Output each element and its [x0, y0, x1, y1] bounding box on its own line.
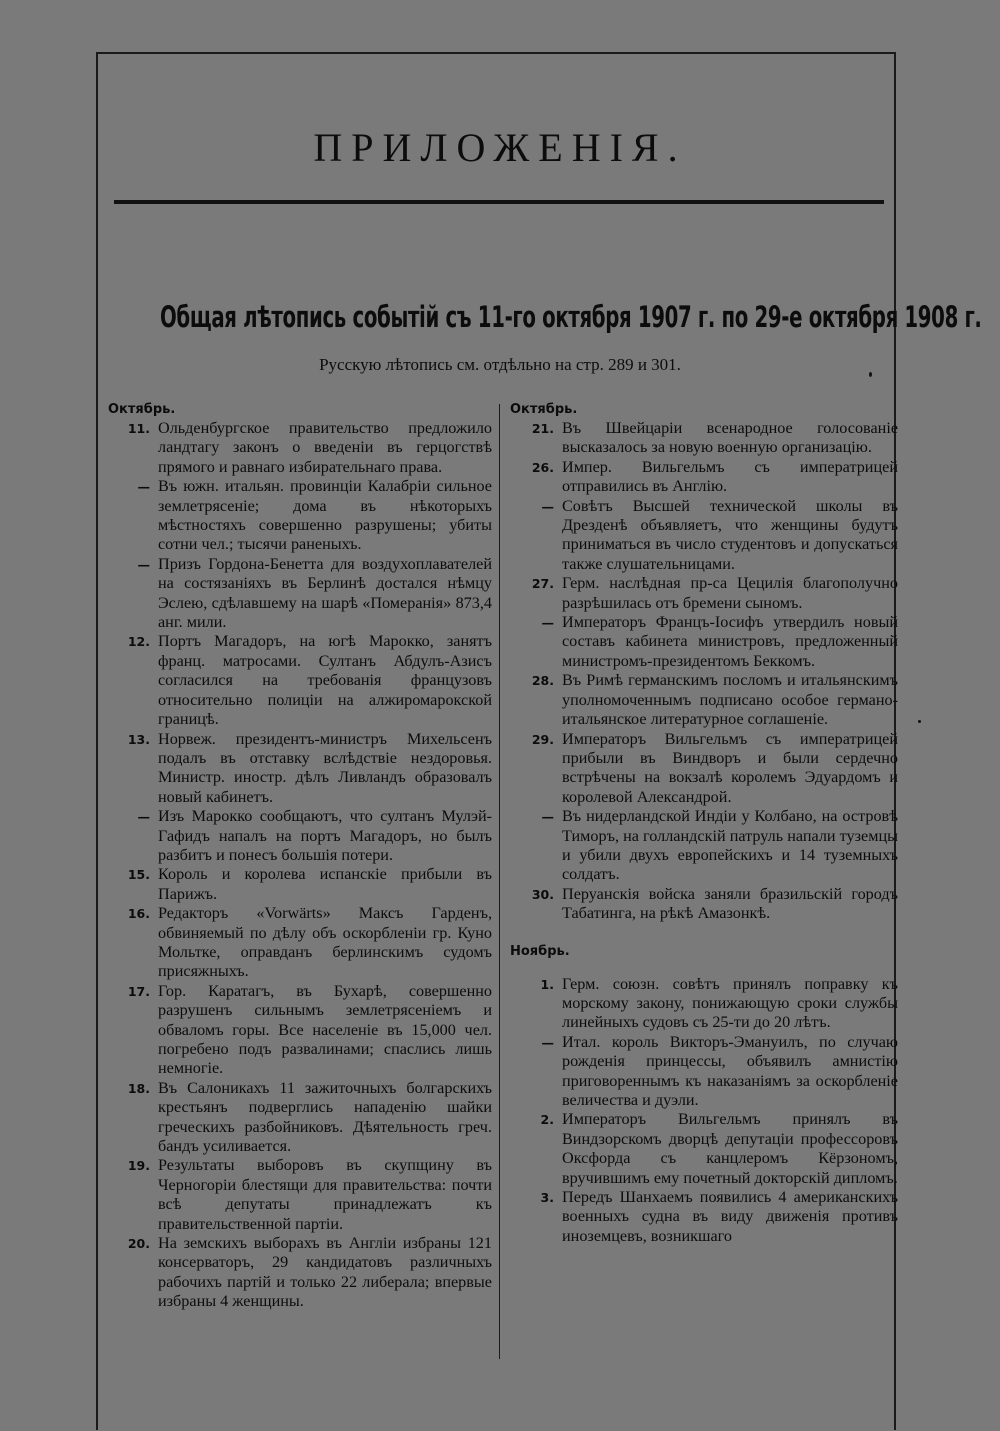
chronicle-entry: [510, 1033, 898, 1111]
entry-text: Въ южн. итальян. провинціи Калабріи сильное землетрясеніе; дома въ нѣкоторыхъ мѣстностяхъ совершенно разрушены; убиты сотни чел.; тысячи раненыхъ.: [158, 477, 492, 554]
entry-date: 16.: [127, 906, 150, 922]
entry-date: 26.: [531, 459, 554, 475]
chronicle-entry: [108, 1079, 492, 1157]
chronicle-entry: [510, 885, 898, 924]
entry-text: На земскихъ выборахъ въ Англіи избраны 121 консерваторъ, 29 кандидатовъ различныхъ рабочихъ партій и только 22 либерала; впервые избраны 4 женщины.: [158, 1234, 492, 1311]
entry-date: 18.: [127, 1080, 150, 1096]
print-speck: [869, 372, 872, 377]
entry-date: 28.: [531, 673, 554, 689]
entry-date: 17.: [127, 983, 150, 999]
chronicle-entry: [108, 730, 492, 808]
chronicle-entry: [108, 982, 492, 1079]
chronicle-entry: [108, 807, 492, 865]
entry-date: 13.: [127, 731, 150, 747]
entry-date: 20.: [127, 1236, 150, 1252]
chronicle-entry: [108, 1156, 492, 1234]
title-rule: [114, 200, 884, 204]
chronicle-entry: [108, 632, 492, 729]
chronicle-entry: [108, 865, 492, 904]
entry-text: Норвеж. президентъ-министръ Михельсенъ подалъ въ отставку вслѣдствіе нездоровья. Министр. иностр. дѣлъ Ливландъ образовалъ новый кабинетъ.: [158, 729, 492, 806]
entry-date: 11.: [127, 421, 150, 436]
entry-text: Въ Швейцаріи всенародное голосованіе высказалось за новую военную организацію.: [562, 419, 898, 457]
entry-date: —: [137, 809, 150, 825]
entry-text: Герм. наслѣдная пр-са Цецилія благополучно разрѣшилась отъ бремени сыномъ.: [562, 574, 898, 612]
entry-date: 1.: [540, 976, 554, 992]
entry-text: Призъ Гордона-Бенетта для воздухоплавателей на состязаніяхъ въ Берлинѣ достался нѣмцу Эслею, сдѣлавшему на шарѣ «Померанія» 873,4 анг. мили.: [158, 554, 492, 632]
chronicle-entry: [510, 1110, 898, 1188]
entry-text: Перуанскія войска заняли бразильскій городъ Табатинга, на рѣкѣ Амазонкѣ.: [562, 884, 898, 923]
entry-text: Гор. Каратагъ, въ Бухарѣ, совершенно разрушенъ сильнымъ землетрясеніемъ и обваломъ горы. Все населеніе въ 15,000 чел. погребено подъ развалинами; спаслись лишь немногіе.: [158, 981, 492, 1078]
chronicle-entry: [510, 730, 898, 808]
entry-text: Въ Салоникахъ 11 зажиточныхъ болгарскихъ крестьянъ подверглись нападенію шайки греческихъ разбойниковъ. Дѣятельность греч. бандъ усиливается.: [158, 1078, 492, 1156]
entry-text: Въ Римѣ германскимъ посломъ и итальянскимъ уполномоченнымъ подписано особое германо-итальянское литературное соглашеніе.: [562, 671, 898, 729]
entry-text: Итал. король Викторъ-Эмануилъ, по случаю рожденія принцессы, объявилъ амнистію приговореннымъ къ наказаніямъ за оскорбленіе величества и дуэли.: [562, 1032, 898, 1109]
entry-text: Ольденбургское правительство предложило ландтагу законъ о введеніи въ герцогствѣ прямого и равнаго избирательнаго права.: [158, 419, 492, 476]
chronicle-entry: [510, 419, 898, 458]
entry-list: [108, 419, 492, 1312]
month-heading-november: Ноябрь.: [510, 943, 570, 959]
chronicle-entry: [108, 904, 492, 982]
entry-date: 12.: [127, 634, 150, 650]
entry-date: —: [541, 809, 554, 825]
entry-text: Императоръ Вильгельмъ съ императрицей прибыли въ Виндворъ и были сердечно встрѣчены на вокзалѣ королемъ Эдуардомъ и королевой Александрой.: [562, 729, 898, 806]
entry-text: Импер. Вильгельмъ съ императрицей отправились въ Англію.: [562, 457, 898, 496]
entry-list: [510, 419, 898, 924]
entry-list-november: [510, 975, 898, 1247]
entry-date: 27.: [531, 576, 554, 592]
entry-date: 15.: [127, 867, 150, 883]
chronicle-entry: [510, 574, 898, 613]
right-column: [510, 400, 898, 1246]
entry-date: —: [137, 479, 150, 495]
entry-text: Совѣтъ Высшей технической школы въ Дрезденѣ объявляетъ, что женщины будутъ приниматься въ число студентовъ и допускаться также слушательницами.: [562, 496, 898, 573]
entry-text: Герм. союзн. совѣтъ принялъ поправку къ морскому закону, понижающую сроки службы линейныхъ судовъ съ 25-ти до 20 лѣтъ.: [562, 974, 898, 1032]
chronicle-entry: [510, 458, 898, 497]
entry-text: Результаты выборовъ въ скупщину въ Черногоріи блестящи для правительства: почти всѣ депутаты принадлежатъ къ правительственной партіи.: [158, 1156, 492, 1233]
entry-date: —: [541, 1034, 554, 1050]
entry-date: 2.: [540, 1112, 554, 1128]
chronicle-entry: [510, 975, 898, 1033]
cross-reference-note: Русскую лѣтопись см. отдѣльно на стр. 289 и 301.: [319, 355, 681, 374]
entry-date: 3.: [540, 1190, 554, 1206]
month-heading: Октябрь.: [108, 402, 176, 417]
entry-text: Портъ Магадоръ, на югѣ Марокко, занятъ франц. матросами. Султанъ Абдулъ-Азисъ согласился на требованія французовъ относительно полиціи на алжиромарокской границѣ.: [158, 632, 492, 729]
page-title: ПРИЛОЖЕНІЯ.: [313, 125, 687, 170]
entry-text: Въ нидерландской Индіи у Колбано, на островѣ Тиморъ, на голландскій патруль напали туземцы и убили двухъ европейскихъ и 14 туземныхъ солдатъ.: [562, 807, 898, 884]
entry-date: 30.: [531, 886, 554, 902]
entry-date: 29.: [531, 731, 554, 747]
chronicle-entry: [510, 613, 898, 671]
entry-date: —: [541, 498, 554, 514]
entry-text: Императоръ Вильгельмъ принялъ въ Виндзорскомъ дворцѣ депутаціи профессоровъ Оксфорда съ канцлеромъ Кёрзономъ, вручившимъ ему почетный докторскій дипломъ.: [562, 1110, 898, 1187]
chronicle-heading: Общая лѣтопись событій съ 11-го октября 1907 г. по 29-е октября 1908 г.: [160, 300, 982, 334]
chronicle-entry: [108, 477, 492, 555]
entry-date: 19.: [127, 1158, 150, 1174]
print-speck: [918, 720, 921, 723]
chronicle-entry: [108, 1234, 492, 1312]
month-heading: Октябрь.: [510, 402, 578, 417]
chronicle-entry: [108, 419, 492, 477]
entry-date: —: [137, 556, 150, 572]
column-divider: [499, 404, 500, 1359]
entry-text: Король и королева испанскіе прибыли въ Парижъ.: [158, 865, 492, 903]
chronicle-entry: [510, 1188, 898, 1246]
left-column: [108, 400, 492, 1312]
chronicle-entry: [108, 555, 492, 633]
entry-text: Передъ Шанхаемъ появились 4 американскихъ военныхъ судна въ виду движенія противъ иноземцевъ, возникшаго: [562, 1188, 898, 1245]
entry-text: Редакторъ «Vorwärts» Максъ Гарденъ, обвиняемый по дѣлу объ оскорбленіи гр. Куно Мольтке, оправданъ берлинскимъ судомъ присяжныхъ.: [158, 904, 492, 981]
entry-date: 21.: [531, 421, 554, 436]
chronicle-entry: [510, 671, 898, 729]
chronicle-entry: [510, 807, 898, 885]
entry-text: Императоръ Францъ-Іосифъ утвердилъ новый составъ кабинета министровъ, предложенный министромъ-президентомъ Беккомъ.: [562, 613, 898, 670]
chronicle-entry: [510, 497, 898, 575]
entry-text: Изъ Марокко сообщаютъ, что султанъ Мулэй-Гафидъ напалъ на портъ Магадоръ, но былъ разбитъ и понесъ большія потери.: [158, 807, 492, 864]
entry-date: —: [541, 615, 554, 631]
